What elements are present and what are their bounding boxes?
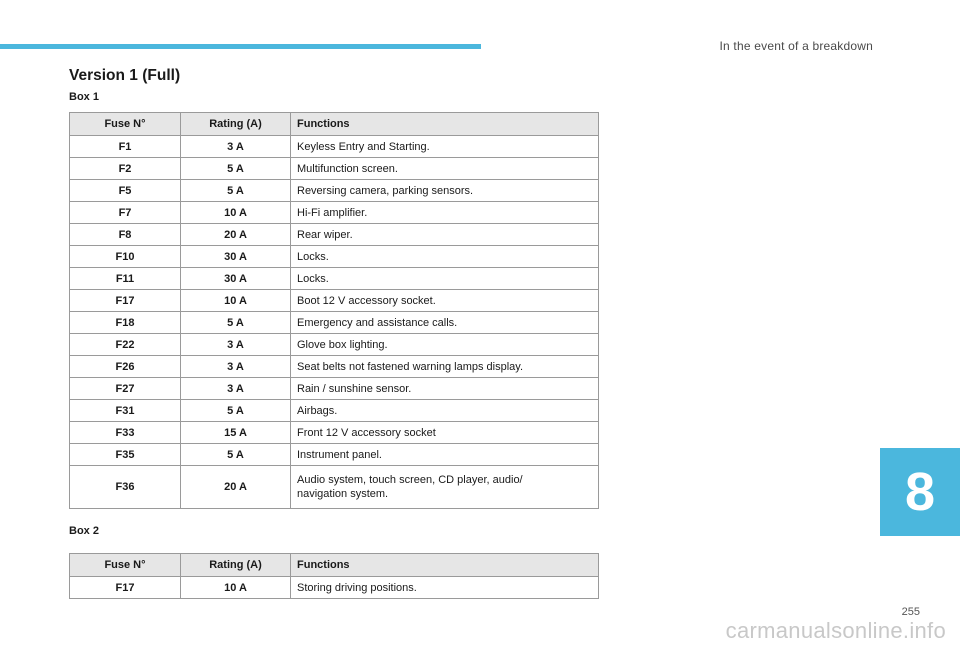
rating-cell: 20 A xyxy=(181,466,291,509)
box2-fuse-table xyxy=(69,553,599,599)
watermark: carmanualsonline.info xyxy=(725,618,946,643)
rating-cell: 30 A xyxy=(181,246,291,268)
table-row xyxy=(70,444,599,466)
function-cell: Locks. xyxy=(291,246,599,268)
table-row xyxy=(70,577,599,599)
function-cell: Boot 12 V accessory socket. xyxy=(291,290,599,312)
fuse-cell: F11 xyxy=(70,268,181,290)
table-row xyxy=(70,422,599,444)
fuse-cell: F8 xyxy=(70,224,181,246)
function-cell: Reversing camera, parking sensors. xyxy=(291,180,599,202)
rating-cell: 10 A xyxy=(181,202,291,224)
table-row xyxy=(70,400,599,422)
table-row xyxy=(70,466,599,509)
table-row xyxy=(70,202,599,224)
function-line-1: Audio system, touch screen, CD player, audio/ xyxy=(297,474,523,486)
box2-label: Box 2 xyxy=(69,525,99,537)
rating-cell: 5 A xyxy=(181,158,291,180)
table-row xyxy=(70,356,599,378)
table-row xyxy=(70,224,599,246)
rating-cell: 30 A xyxy=(181,268,291,290)
fuse-cell: F26 xyxy=(70,356,181,378)
function-cell: Seat belts not fastened warning lamps display. xyxy=(291,356,599,378)
rating-cell: 5 A xyxy=(181,400,291,422)
function-cell: Storing driving positions. xyxy=(291,577,599,599)
fuse-cell: F17 xyxy=(70,290,181,312)
rating-cell: 10 A xyxy=(181,290,291,312)
function-cell: Multifunction screen. xyxy=(291,158,599,180)
fuse-cell: F31 xyxy=(70,400,181,422)
fuse-cell: F5 xyxy=(70,180,181,202)
function-cell: Airbags. xyxy=(291,400,599,422)
column-header-rating: Rating (A) xyxy=(181,113,291,136)
table-row xyxy=(70,158,599,180)
rating-cell: 10 A xyxy=(181,577,291,599)
function-cell xyxy=(291,466,599,509)
page-number: 255 xyxy=(901,606,920,618)
function-cell: Hi-Fi amplifier. xyxy=(291,202,599,224)
function-cell: Locks. xyxy=(291,268,599,290)
fuse-cell: F10 xyxy=(70,246,181,268)
table-header-row xyxy=(70,554,599,577)
header-accent-bar xyxy=(0,44,481,49)
column-header-fuse: Fuse N° xyxy=(70,113,181,136)
rating-cell: 20 A xyxy=(181,224,291,246)
rating-cell: 5 A xyxy=(181,180,291,202)
box1-label: Box 1 xyxy=(69,91,99,103)
column-header-fuse: Fuse N° xyxy=(70,554,181,577)
fuse-cell: F17 xyxy=(70,577,181,599)
function-cell: Rear wiper. xyxy=(291,224,599,246)
table-row xyxy=(70,290,599,312)
rating-cell: 3 A xyxy=(181,136,291,158)
fuse-cell: F22 xyxy=(70,334,181,356)
column-header-rating: Rating (A) xyxy=(181,554,291,577)
rating-cell: 5 A xyxy=(181,312,291,334)
fuse-cell: F18 xyxy=(70,312,181,334)
table-row xyxy=(70,268,599,290)
rating-cell: 3 A xyxy=(181,378,291,400)
table-row xyxy=(70,180,599,202)
table-row xyxy=(70,378,599,400)
rating-cell: 3 A xyxy=(181,356,291,378)
box1-fuse-table xyxy=(69,112,599,509)
fuse-cell: F27 xyxy=(70,378,181,400)
function-cell: Rain / sunshine sensor. xyxy=(291,378,599,400)
column-header-functions: Functions xyxy=(291,554,599,577)
fuse-cell: F35 xyxy=(70,444,181,466)
function-cell: Front 12 V accessory socket xyxy=(291,422,599,444)
function-line-2: navigation system. xyxy=(297,488,389,500)
rating-cell: 15 A xyxy=(181,422,291,444)
page-title: Version 1 (Full) xyxy=(69,67,181,84)
table-row xyxy=(70,312,599,334)
function-cell: Emergency and assistance calls. xyxy=(291,312,599,334)
fuse-cell: F33 xyxy=(70,422,181,444)
rating-cell: 3 A xyxy=(181,334,291,356)
section-title: In the event of a breakdown xyxy=(719,39,873,53)
chapter-tab: 8 xyxy=(880,448,960,536)
fuse-cell: F36 xyxy=(70,466,181,509)
fuse-cell: F2 xyxy=(70,158,181,180)
table-row xyxy=(70,136,599,158)
rating-cell: 5 A xyxy=(181,444,291,466)
function-cell: Glove box lighting. xyxy=(291,334,599,356)
column-header-functions: Functions xyxy=(291,113,599,136)
fuse-cell: F1 xyxy=(70,136,181,158)
function-cell: Instrument panel. xyxy=(291,444,599,466)
fuse-cell: F7 xyxy=(70,202,181,224)
table-header-row xyxy=(70,113,599,136)
table-row xyxy=(70,334,599,356)
function-cell: Keyless Entry and Starting. xyxy=(291,136,599,158)
table-row xyxy=(70,246,599,268)
